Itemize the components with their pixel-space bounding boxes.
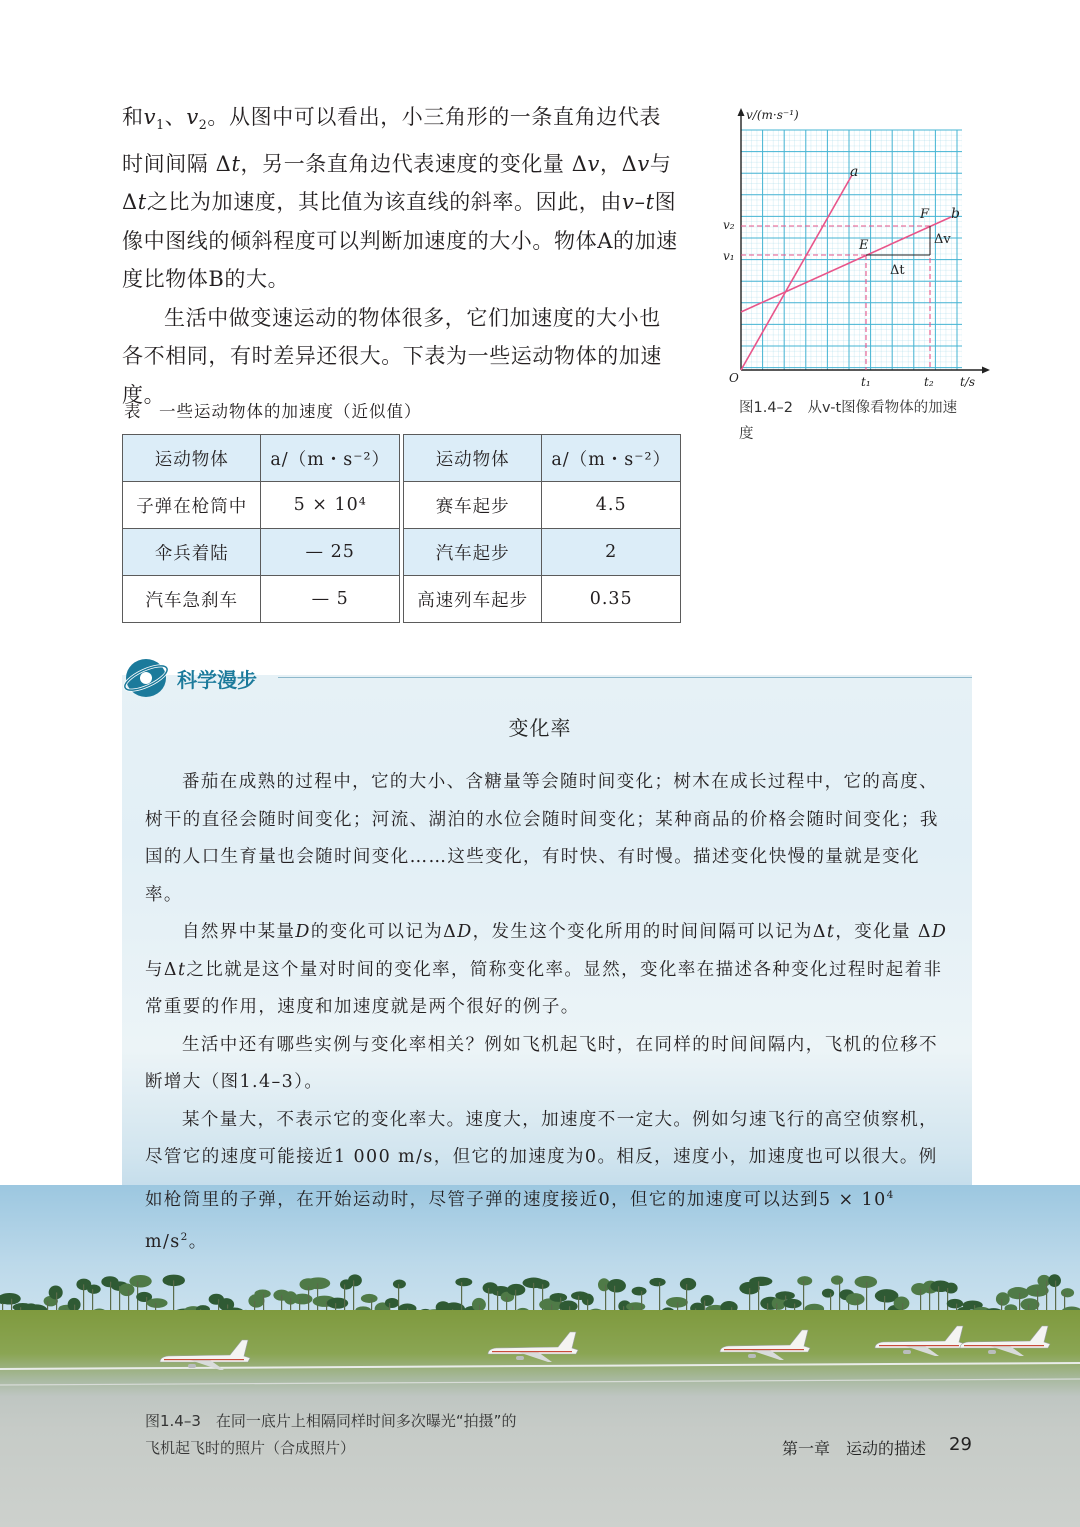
line-a-label: a <box>850 164 859 180</box>
t1-label: t₁ <box>861 375 871 389</box>
t2-label: t₂ <box>924 375 934 389</box>
acceleration-table <box>122 434 681 623</box>
science-paragraph-2: 自然界中某量D的变化可以记为ΔD，发生这个变化所用的时间间隔可以记为Δt，变化量 ΔD与Δt之比就是这个量对时间的变化率，简称变化率。显然，变化率在描述各种变化过程时起着非常重要的作用，速度和加速度就是两个很好的例子。 <box>145 922 948 1017</box>
airplane <box>160 1340 250 1370</box>
science-paragraph-4: 某个量大，不表示它的变化率大。速度大，加速度不一定大。例如匀速飞行的高空侦察机，尽管它的速度可能接近1 000 m/s，但它的加速度为0。相反，速度小，加速度也可以很大。例如枪筒里的子弹，在开始运动时，尽管子弹的速度接近0，但它的加速度可以达到$5 \times 10^4$ $m/s^2$。 <box>145 1109 938 1252</box>
airplane <box>488 1332 578 1362</box>
body-paragraph-1: 和$v_1$、$v_2$。从图中可以看出，小三角形的一条直角边代表时间间隔 Δt，另一条直角边代表速度的变化量 Δv，Δv与Δt之比为加速度，其比值为该直线的斜率。因此，由v–t图像中图线的倾斜程度可以判断加速度的大小。物体A的加速度比物体B的大。 <box>122 105 678 292</box>
table-cell: 子弹在枪筒中 <box>123 482 261 529</box>
t-axis-arrow <box>982 367 990 374</box>
science-paragraph-3: 生活中还有哪些实例与变化率相关？例如飞机起飞时，在同样的时间间隔内，飞机的位移不断增大（图1.4–3）。 <box>145 1034 938 1092</box>
table-cell: — 5 <box>261 576 400 623</box>
table-header-cell: a/（m・s⁻²） <box>261 435 400 482</box>
table-header-cell: 运动物体 <box>403 435 541 482</box>
science-paragraph-1: 番茄在成熟的过程中，它的大小、含糖量等会随时间变化；树木在成长过程中，它的高度、树干的直径会随时间变化；河流、湖泊的水位会随时间变化；某种商品的价格会随时间变化；我国的人口生育量也会随时间变化……这些变化，有时快、有时慢。描述变化快慢的量就是变化率。 <box>145 772 939 905</box>
vt-graph <box>715 100 1000 400</box>
table-cell: 0.35 <box>542 576 681 623</box>
science-text <box>145 764 951 1261</box>
table-cell: 5 × 10⁴ <box>261 482 400 529</box>
table-header-cell: a/（m・s⁻²） <box>542 435 681 482</box>
figure-1-4-3-caption: 图1.4–3 在同一底片上相隔同样时间多次曝光“拍摄”的飞机起飞时的照片（合成照片） <box>145 1412 517 1457</box>
figure-1-4-2-caption: 图1.4–2 从v-t图像看物体的加速度 <box>739 400 958 442</box>
table-cell: 汽车急刹车 <box>123 576 261 623</box>
line-b-label: b <box>951 206 960 222</box>
body-paragraph-2: 生活中做变速运动的物体很多，它们加速度的大小也各不相同，有时差异还很大。下表为一些运动物体的加速度。 <box>122 305 662 407</box>
table-cell: 2 <box>542 529 681 576</box>
table-row <box>123 529 681 576</box>
page-number: 29 <box>949 1434 972 1455</box>
v2-label: v₂ <box>723 218 735 232</box>
t-axis-label: t/s <box>960 375 976 389</box>
table-row <box>123 482 681 529</box>
point-e-label: E <box>859 238 869 253</box>
airplane <box>960 1326 1050 1356</box>
body-text <box>122 98 682 414</box>
science-header-rule <box>278 677 972 678</box>
table-cell: — 25 <box>261 529 400 576</box>
table-cell: 4.5 <box>542 482 681 529</box>
science-logo-icon <box>122 656 170 700</box>
airplane <box>875 1326 965 1356</box>
table-row <box>123 576 681 623</box>
chapter-footer: 第一章 运动的描述 <box>782 1439 927 1458</box>
science-section-label: 科学漫步 <box>177 668 257 692</box>
table-caption: 表 一些运动物体的加速度（近似值） <box>124 402 422 421</box>
table-cell: 伞兵着陆 <box>123 529 261 576</box>
airplane-sequence <box>0 1320 1080 1380</box>
science-title: 变化率 <box>508 716 572 740</box>
table-header-cell: 运动物体 <box>123 435 261 482</box>
v-axis-label: v/(m·s⁻¹) <box>746 108 799 122</box>
table-header-row <box>123 435 681 482</box>
point-f-label: F <box>920 207 930 222</box>
delta-t-label: Δt <box>890 263 905 278</box>
table-cell: 赛车起步 <box>403 482 541 529</box>
table-cell: 汽车起步 <box>403 529 541 576</box>
airplane <box>720 1330 810 1360</box>
v-axis-arrow <box>738 108 745 116</box>
v1-label: v₁ <box>723 249 735 263</box>
table-cell: 高速列车起步 <box>403 576 541 623</box>
origin-label: O <box>729 371 739 385</box>
delta-v-label: Δv <box>934 232 951 247</box>
